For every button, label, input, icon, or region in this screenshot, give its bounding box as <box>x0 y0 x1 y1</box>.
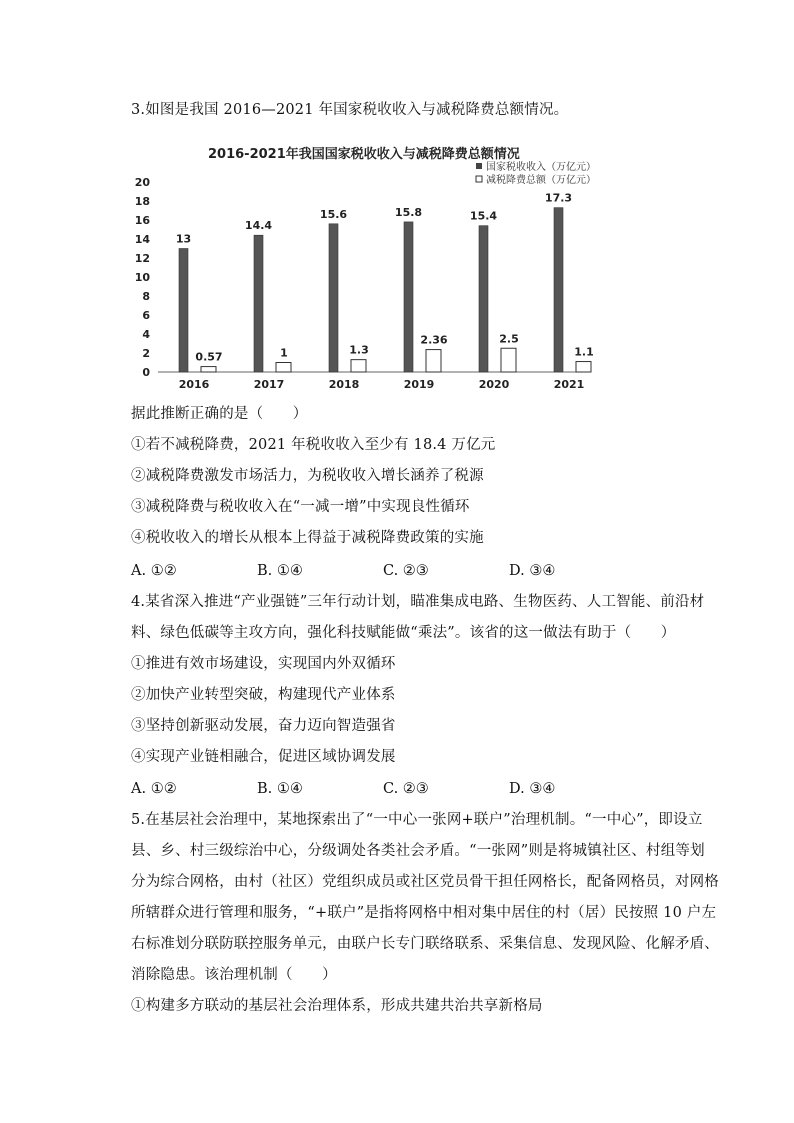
x-tick-label: 2020 <box>478 378 510 390</box>
q3-item-1: ①若不减税降费，2021 年税收收入至少有 18.4 万亿元 <box>131 437 496 453</box>
q3-option-a[interactable]: A. ①② <box>131 563 177 579</box>
bar-tax-revenue-label: 14.4 <box>244 219 273 233</box>
q3-prompt: 据此推断正确的是（ ） <box>131 406 308 422</box>
y-tick-label: 10 <box>134 271 150 284</box>
q5-stem-line-2: 县、乡、村三级综治中心，分级调处各类社会矛盾。“一张网”则是将城镇社区、村组等划 <box>131 843 705 859</box>
q5-stem-line-3: 分为综合网格，由村（社区）党组织成员或社区党员骨干担任网格长，配备网格员，对网格 <box>131 874 719 890</box>
bars <box>176 192 594 372</box>
bar-tax-revenue <box>554 208 563 372</box>
x-tick-label: 2021 <box>553 378 585 390</box>
chart-title: 2016-2021年我国国家税收收入与减税降费总额情况 <box>208 147 520 162</box>
x-tick-label: 2019 <box>403 378 435 390</box>
q4-option-b[interactable]: B. ①④ <box>257 781 303 797</box>
bar-tax-cut <box>351 360 366 372</box>
tax-chart <box>128 128 648 390</box>
bar-tax-cut-label: 2.5 <box>499 332 519 346</box>
bar-tax-cut-label: 1.1 <box>574 345 594 359</box>
bar-tax-revenue-label: 15.6 <box>319 207 348 221</box>
q4-item-4: ④实现产业链相融合，促进区域协调发展 <box>131 749 396 765</box>
q4-stem-line-2: 料、绿色低碳等主攻方向，强化科技赋能做“乘法”。该省的这一做法有助于（ ） <box>131 625 676 641</box>
q3-stem: 3.如图是我国 2016—2021 年国家税收收入与减税降费总额情况。 <box>131 102 569 118</box>
q4-item-2: ②加快产业转型突破，构建现代产业体系 <box>131 687 396 703</box>
y-tick-label: 4 <box>142 328 150 341</box>
q4-stem-line-1: 4.某省深入推进“产业强链”三年行动计划，瞄准集成电路、生物医药、人工智能、前沿材 <box>131 594 705 610</box>
legend-swatch-cut <box>476 176 482 182</box>
bar-tax-cut-label: 1.3 <box>349 343 369 357</box>
x-tick-label: 2018 <box>328 378 360 390</box>
bar-tax-revenue <box>254 235 263 372</box>
q4-item-3: ③坚持创新驱动发展，奋力迈向智造强省 <box>131 718 396 734</box>
y-tick-label: 8 <box>142 290 150 303</box>
x-tick-label: 2017 <box>253 378 285 390</box>
bar-tax-revenue-label: 13 <box>175 232 192 246</box>
bar-tax-cut <box>501 348 516 372</box>
q3-item-4: ④税收收入的增长从根本上得益于减税降费政策的实施 <box>131 530 484 546</box>
bar-tax-cut <box>426 350 441 372</box>
chart-legend <box>476 160 596 186</box>
q5-stem-line-5: 右标准划分联防联控服务单元，由联户长专门联络联系、采集信息、发现风险、化解矛盾、 <box>131 936 719 952</box>
q5-stem-line-6: 消除隐患。该治理机制（ ） <box>131 967 337 983</box>
bar-tax-revenue <box>179 249 188 373</box>
bar-tax-cut-label: 0.57 <box>195 350 223 364</box>
q4-item-1: ①推进有效市场建设，实现国内外双循环 <box>131 656 396 672</box>
bar-tax-cut <box>201 367 216 372</box>
bar-tax-cut <box>276 363 291 373</box>
y-tick-label: 12 <box>134 252 150 265</box>
q5-stem-line-4: 所辖群众进行管理和服务，“+联户”是指将网格中相对集中居住的村（居）民按照 10 户左 <box>131 905 717 921</box>
q3-option-b[interactable]: B. ①④ <box>257 563 303 579</box>
y-tick-label: 20 <box>134 176 150 189</box>
legend-swatch-tax <box>476 163 482 169</box>
q4-option-a[interactable]: A. ①② <box>131 781 177 797</box>
bar-tax-revenue-label: 17.3 <box>544 191 573 205</box>
y-tick-label: 6 <box>142 309 150 322</box>
q3-option-d[interactable]: D. ③④ <box>509 563 556 579</box>
q3-item-3: ③减税降费与税收收入在“一减一增”中实现良性循环 <box>131 499 470 515</box>
y-tick-label: 2 <box>142 347 150 360</box>
y-tick-label: 16 <box>134 214 150 227</box>
x-tick-label: 2016 <box>178 378 210 390</box>
q3-option-c[interactable]: C. ②③ <box>383 563 429 579</box>
y-tick-label: 18 <box>134 195 150 208</box>
q5-stem-line-1: 5.在基层社会治理中，某地探索出了“一中心一张网+联户”治理机制。“一中心”，即设立 <box>131 812 703 828</box>
q4-option-c[interactable]: C. ②③ <box>383 781 429 797</box>
bar-tax-cut-label: 1 <box>280 346 288 360</box>
bar-tax-revenue <box>404 222 413 372</box>
x-axis <box>179 378 585 390</box>
y-tick-label: 14 <box>134 233 150 246</box>
bar-tax-revenue-label: 15.8 <box>394 205 423 219</box>
bar-tax-revenue <box>479 226 488 372</box>
bar-tax-cut <box>576 362 591 372</box>
legend-label-tax: 国家税收收入（万亿元） <box>486 162 596 173</box>
legend-label-cut: 减税降费总额（万亿元） <box>486 175 596 186</box>
q5-item-1: ①构建多方联动的基层社会治理体系，形成共建共治共享新格局 <box>131 998 543 1014</box>
bar-tax-revenue <box>329 224 338 372</box>
bar-tax-cut-label: 2.36 <box>420 333 448 347</box>
y-axis <box>135 176 151 379</box>
bar-tax-revenue-label: 15.4 <box>469 209 498 223</box>
q3-item-2: ②减税降费激发市场活力，为税收收入增长涵养了税源 <box>131 468 484 484</box>
y-tick-label: 0 <box>142 366 150 379</box>
q4-option-d[interactable]: D. ③④ <box>509 781 556 797</box>
